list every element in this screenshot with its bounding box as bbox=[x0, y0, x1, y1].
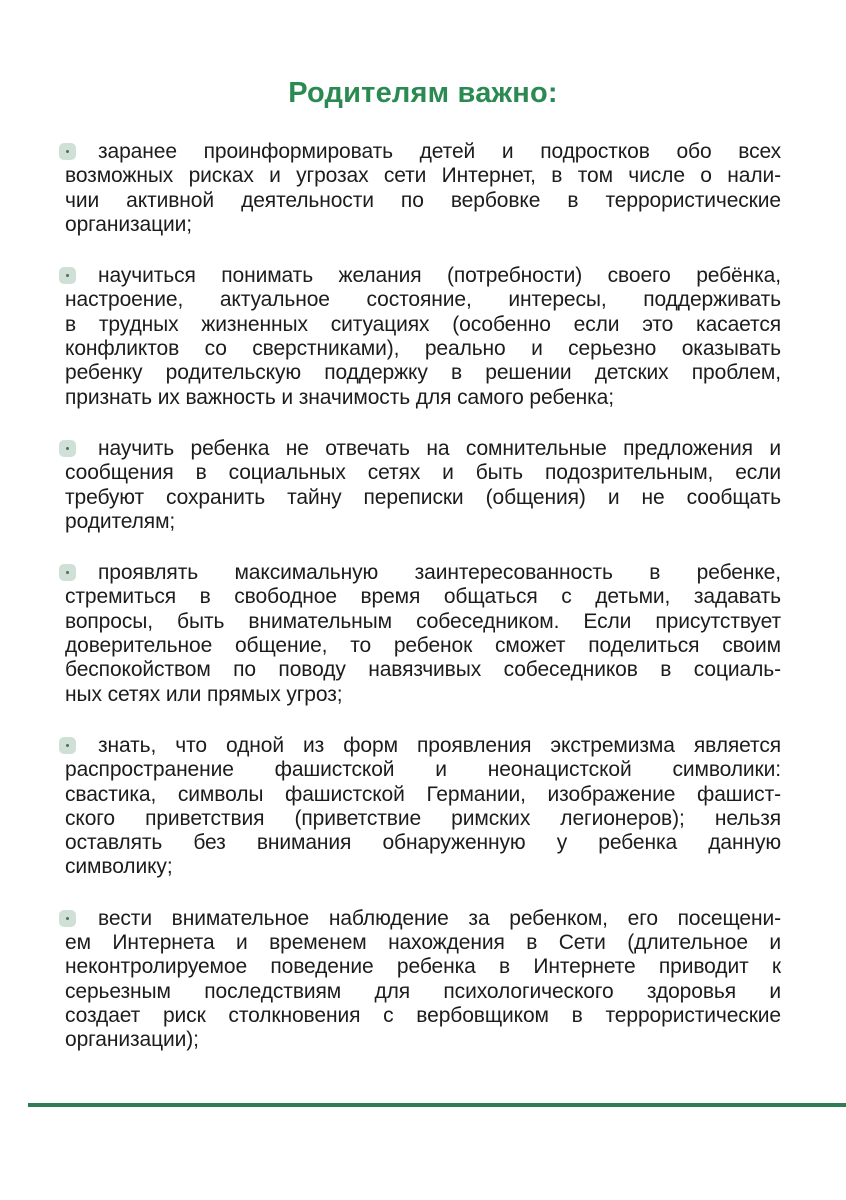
text-line: родителям; bbox=[65, 509, 176, 533]
text-line: доверительное общение, то ребенок сможет поделиться своим bbox=[65, 634, 781, 658]
text-line: стремиться в свободное время общаться с детьми, задавать bbox=[65, 585, 781, 609]
bullet-icon bbox=[59, 564, 76, 581]
text-line: ского приветствия (приветствие римских легионеров); нельзя bbox=[65, 806, 781, 830]
bullet-icon bbox=[59, 737, 76, 754]
text-line: научить ребенка не отвечать на сомнительные предложения и bbox=[98, 436, 781, 460]
list-item bbox=[65, 437, 781, 534]
text-line: ребенку родительскую поддержку в решении детских проблем, bbox=[65, 361, 781, 385]
text-line: вопросы, быть внимательным собеседником. Если присутствует bbox=[65, 609, 781, 633]
text-line: организации; bbox=[65, 212, 192, 236]
bullet-icon bbox=[59, 267, 76, 284]
text-line: ем Интернета и временем нахождения в Сети (длительное и bbox=[65, 931, 781, 955]
bullet-list bbox=[65, 140, 781, 1080]
text-line: неконтролируемое поведение ребенка в Интернете приводит к bbox=[65, 955, 781, 979]
list-item bbox=[65, 264, 781, 410]
bullet-dot bbox=[66, 447, 69, 450]
list-item bbox=[65, 140, 781, 237]
text-line: свастика, символы фашистской Германии, изображение фашист- bbox=[65, 782, 781, 806]
text-line: знать, что одной из форм проявления экстремизма является bbox=[98, 733, 781, 757]
bottom-divider bbox=[28, 1103, 846, 1107]
text-line: возможных рисках и угрозах сети Интернет, в том числе о нали- bbox=[65, 164, 781, 188]
bullet-dot bbox=[66, 150, 69, 153]
page-title: Родителям важно: bbox=[288, 77, 558, 109]
bullet-dot bbox=[66, 744, 69, 747]
text-line: настроение, актуальное состояние, интересы, поддерживать bbox=[65, 288, 781, 312]
text-line: вести внимательное наблюдение за ребенком, его посещени- bbox=[98, 906, 781, 930]
text-line: серьезным последствиям для психологического здоровья и bbox=[65, 979, 781, 1003]
text-line: ных сетях или прямых угроз; bbox=[65, 682, 343, 706]
text-line: признать их важность и значимость для самого ребенка; bbox=[65, 385, 614, 409]
text-line: научиться понимать желания (потребности) своего ребёнка, bbox=[98, 264, 781, 288]
text-line: проявлять максимальную заинтересованность в ребенке, bbox=[98, 561, 781, 585]
list-item bbox=[65, 907, 781, 1053]
text-line: в трудных жизненных ситуациях (особенно если это касается bbox=[65, 312, 781, 336]
bullet-icon bbox=[59, 143, 76, 160]
text-line: создает риск столкновения с вербовщиком в террористические bbox=[65, 1003, 781, 1027]
text-line: заранее проинформировать детей и подростков обо всех bbox=[98, 140, 781, 163]
list-item bbox=[65, 734, 781, 880]
bullet-dot bbox=[66, 274, 69, 277]
text-line: беспокойством по поводу навязчивых собеседников в социаль- bbox=[65, 658, 781, 682]
text-line: сообщения в социальных сетях и быть подозрительным, если bbox=[65, 461, 781, 485]
bullet-dot bbox=[66, 917, 69, 920]
text-line: символику; bbox=[65, 855, 173, 879]
text-line: требуют сохранить тайну переписки (общения) и не сообщать bbox=[65, 485, 781, 509]
bullet-icon bbox=[59, 440, 76, 457]
text-line: чии активной деятельности по вербовке в террористические bbox=[65, 188, 781, 212]
text-line: распространение фашистской и неонацистской символики: bbox=[65, 758, 781, 782]
text-line: конфликтов со сверстниками), реально и серьезно оказывать bbox=[65, 337, 781, 361]
bullet-icon bbox=[59, 910, 76, 927]
text-line: организации); bbox=[65, 1028, 199, 1052]
bullet-dot bbox=[66, 571, 69, 574]
list-item bbox=[65, 561, 781, 707]
text-line: оставлять без внимания обнаруженную у ребенка данную bbox=[65, 831, 781, 855]
